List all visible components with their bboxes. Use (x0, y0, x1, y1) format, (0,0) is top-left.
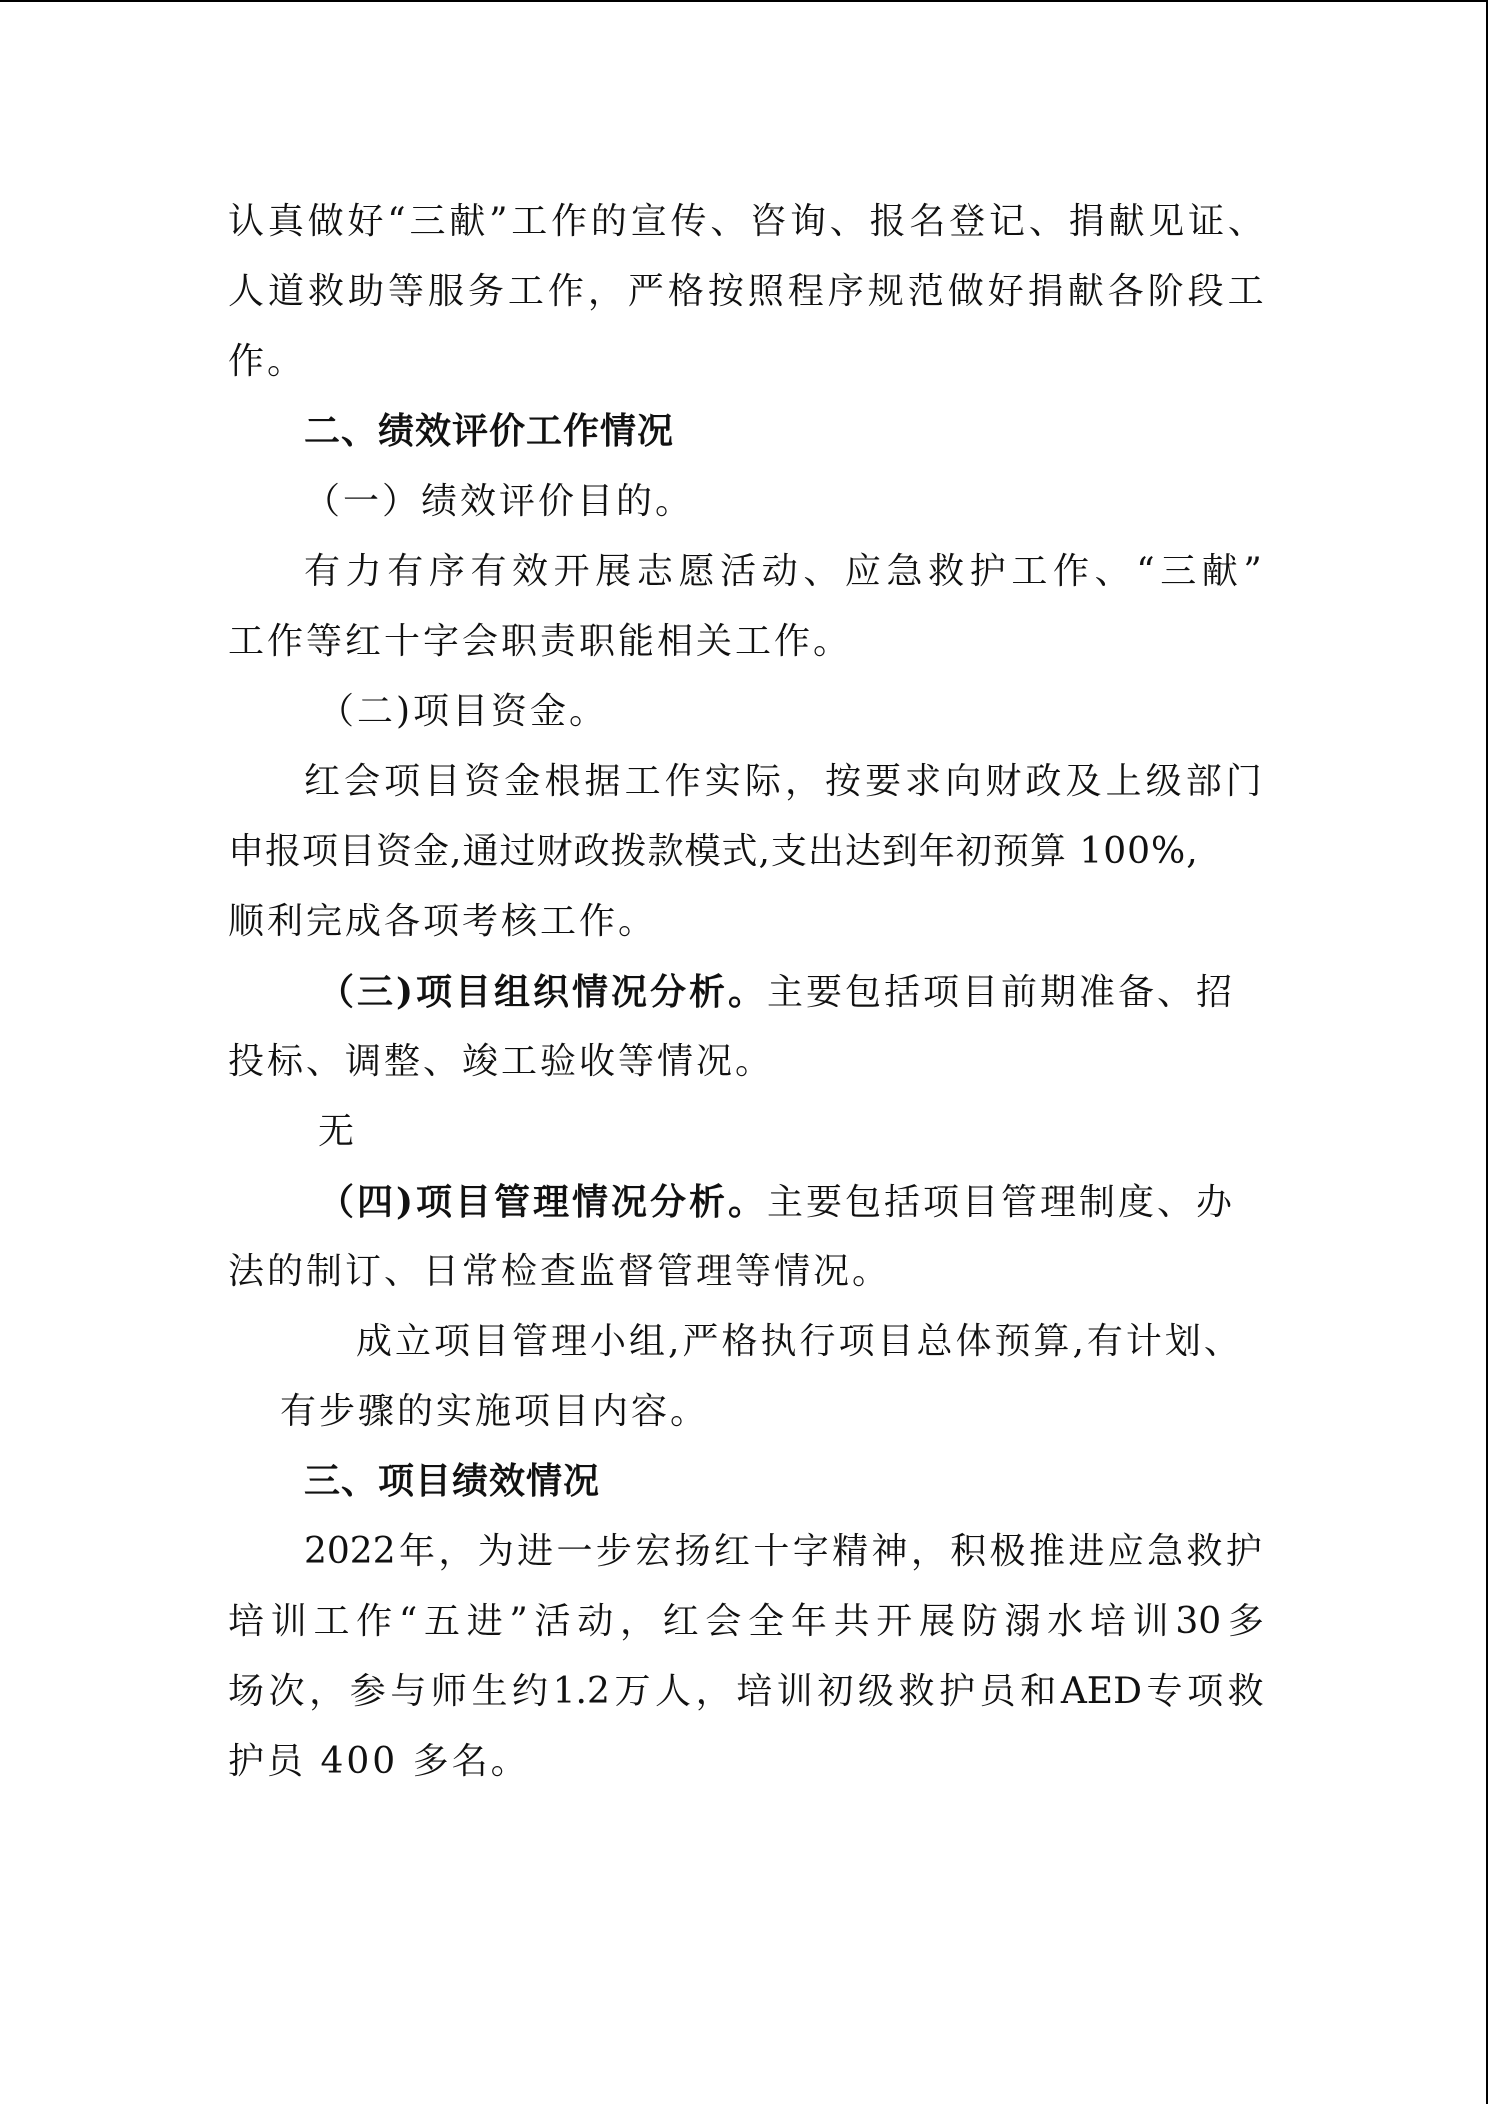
glyph: 上 (1105, 761, 1142, 802)
glyph: 要 (865, 761, 902, 802)
subsection-line (318, 968, 1235, 1017)
glyph: 开 (876, 1601, 913, 1642)
glyph: 作 (1052, 551, 1089, 592)
glyph: 宏 (635, 1531, 672, 1572)
glyph: 红 (662, 1601, 699, 1642)
subsection-description: 主要包括项目管理制度、办 (767, 1182, 1236, 1223)
glyph: 、 (829, 201, 866, 242)
glyph: 场 (228, 1671, 265, 1712)
glyph: 捐 (1027, 271, 1064, 312)
glyph: 宣 (630, 201, 667, 242)
glyph: 认 (228, 201, 265, 242)
glyph: 际 (744, 761, 781, 802)
glyph: 救 (898, 1671, 935, 1712)
glyph: 工 (624, 761, 661, 802)
glyph: 级 (1145, 761, 1182, 802)
glyph: 训 (270, 1601, 307, 1642)
glyph: 登 (949, 201, 986, 242)
glyph: 培 (1089, 1601, 1126, 1642)
glyph: 的 (590, 201, 627, 242)
glyph: 共 (833, 1601, 870, 1642)
glyph: 各 (1107, 271, 1144, 312)
glyph: 一 (556, 1531, 593, 1572)
glyph: 献 (449, 201, 486, 242)
glyph: 献 (1067, 271, 1104, 312)
glyph: 证 (1188, 201, 1225, 242)
glyph: 按 (707, 271, 744, 312)
body-line (228, 1598, 1264, 1646)
glyph: 财 (985, 761, 1022, 802)
glyph: 员 (979, 1671, 1016, 1712)
glyph: “ (387, 201, 406, 242)
glyph: 次 (268, 1671, 305, 1712)
glyph: 步 (595, 1531, 632, 1572)
glyph: 多 (1227, 1601, 1264, 1642)
glyph: 段 (1187, 271, 1224, 312)
glyph: 道 (267, 271, 304, 312)
glyph: AED (1060, 1671, 1142, 1712)
glyph: 动 (577, 1601, 614, 1642)
glyph: 救 (307, 271, 344, 312)
glyph: 初 (817, 1671, 854, 1712)
glyph: 工 (507, 271, 544, 312)
glyph: 范 (907, 271, 944, 312)
glyph: 目 (424, 761, 461, 802)
glyph: 红 (713, 1531, 750, 1572)
glyph: 照 (747, 271, 784, 312)
section-heading: 三、项目绩效情况 (304, 1461, 601, 1502)
glyph: 动 (761, 551, 798, 592)
glyph: ， (438, 1531, 475, 1572)
glyph: 、 (1227, 201, 1264, 242)
glyph: 好 (347, 201, 384, 242)
glyph: ， (309, 1671, 346, 1712)
glyph: 三 (409, 201, 446, 242)
glyph: 训 (1132, 1601, 1169, 1642)
glyph: 救 (928, 551, 965, 592)
glyph: 记 (989, 201, 1026, 242)
glyph: ， (784, 761, 821, 802)
glyph: 工 (313, 1601, 350, 1642)
glyph: 会 (705, 1601, 742, 1642)
glyph: 据 (584, 761, 621, 802)
glyph: 、 (1028, 201, 1065, 242)
glyph: 献 (1108, 201, 1145, 242)
glyph: 活 (720, 551, 757, 592)
glyph: 培 (228, 1601, 265, 1642)
glyph: 积 (950, 1531, 987, 1572)
glyph: 程 (787, 271, 824, 312)
glyph: 序 (827, 271, 864, 312)
glyph: 工 (1227, 271, 1264, 312)
glyph: 为 (477, 1531, 514, 1572)
page-border-top (0, 0, 1488, 2)
glyph: 名 (909, 201, 946, 242)
body-line: 有步骤的实施项目内容。 (280, 1391, 710, 1432)
glyph: 愿 (678, 551, 715, 592)
glyph: 力 (345, 551, 382, 592)
glyph: 项 (1187, 1671, 1224, 1712)
glyph: ” (1243, 551, 1262, 592)
glyph: 志 (636, 551, 673, 592)
glyph: 十 (753, 1531, 790, 1572)
glyph: ” (509, 1601, 528, 1642)
glyph: 报 (869, 201, 906, 242)
glyph: 年 (790, 1601, 827, 1642)
glyph: 等 (387, 271, 424, 312)
glyph: 1.2 (552, 1671, 610, 1712)
body-line (228, 1668, 1264, 1716)
glyph: 约 (512, 1671, 549, 1712)
body-line: 护员 400 多名。 (228, 1741, 530, 1782)
glyph: 规 (867, 271, 904, 312)
glyph: 实 (704, 761, 741, 802)
section-heading: 二、绩效评价工作情况 (304, 411, 675, 452)
glyph: 工 (511, 201, 548, 242)
glyph: 三 (1160, 551, 1197, 592)
glyph: 金 (504, 761, 541, 802)
glyph: ” (489, 201, 508, 242)
glyph: 防 (961, 1601, 998, 1642)
glyph: 训 (776, 1671, 813, 1712)
glyph: 进 (466, 1601, 503, 1642)
glyph: 应 (844, 551, 881, 592)
body-line: 成立项目管理小组,严格执行项目总体预算,有计划、 (356, 1321, 1243, 1362)
body-line (228, 198, 1264, 246)
glyph: 部 (1185, 761, 1222, 802)
glyph: 溺 (1004, 1601, 1041, 1642)
glyph: 活 (534, 1601, 571, 1642)
glyph: 求 (905, 761, 942, 802)
glyph: ， (695, 1671, 732, 1712)
glyph: ， (587, 271, 624, 312)
glyph: 红 (304, 761, 341, 802)
glyph: ， (619, 1601, 656, 1642)
body-line: 法的制订、日常检查监督管理等情况。 (228, 1251, 892, 1292)
glyph: 服 (427, 271, 464, 312)
body-line (304, 1528, 1262, 1576)
glyph: 急 (1147, 1531, 1184, 1572)
glyph: 培 (736, 1671, 773, 1712)
glyph: “ (398, 1601, 418, 1642)
glyph: 资 (464, 761, 501, 802)
glyph: 进 (517, 1531, 554, 1572)
body-line: 作。 (228, 341, 307, 382)
glyph: 献 (1201, 551, 1238, 592)
glyph: 项 (384, 761, 421, 802)
glyph: 咨 (750, 201, 787, 242)
glyph: 护 (969, 551, 1006, 592)
glyph: 参 (349, 1671, 386, 1712)
glyph: 人 (655, 1671, 692, 1712)
glyph: 2022 (304, 1531, 396, 1572)
glyph: 会 (344, 761, 381, 802)
glyph: 与 (390, 1671, 427, 1712)
glyph: 传 (670, 201, 707, 242)
body-line: 顺利完成各项考核工作。 (228, 901, 658, 942)
glyph: 按 (825, 761, 862, 802)
body-line: 投标、调整、竣工验收等情况。 (228, 1041, 775, 1082)
glyph: 专 (1146, 1671, 1183, 1712)
glyph: 五 (423, 1601, 460, 1642)
glyph: 师 (430, 1671, 467, 1712)
glyph: 有 (387, 551, 424, 592)
glyph: “ (1136, 551, 1155, 592)
body-line (228, 268, 1264, 316)
glyph: 极 (989, 1531, 1026, 1572)
glyph: 级 (857, 1671, 894, 1712)
subsection-heading: （四)项目管理情况分析。 (318, 1181, 768, 1223)
glyph: 救 (1186, 1531, 1223, 1572)
glyph: 有 (470, 551, 507, 592)
glyph: 推 (1028, 1531, 1065, 1572)
glyph: 万 (614, 1671, 651, 1712)
glyph: 开 (553, 551, 590, 592)
glyph: 捐 (1068, 201, 1105, 242)
glyph: 序 (428, 551, 465, 592)
glyph: 有 (304, 551, 341, 592)
glyph: 阶 (1147, 271, 1184, 312)
glyph: 向 (945, 761, 982, 802)
glyph: 进 (1068, 1531, 1105, 1572)
glyph: 应 (1107, 1531, 1144, 1572)
glyph: 门 (1225, 761, 1262, 802)
glyph: 展 (595, 551, 632, 592)
glyph: 做 (947, 271, 984, 312)
glyph: 展 (919, 1601, 956, 1642)
glyph: 人 (228, 271, 265, 312)
glyph: 全 (748, 1601, 785, 1642)
glyph: 神 (871, 1531, 908, 1572)
glyph: 助 (347, 271, 384, 312)
glyph: 政 (1025, 761, 1062, 802)
glyph: 、 (710, 201, 747, 242)
glyph: 作 (547, 271, 584, 312)
body-line (304, 548, 1262, 596)
glyph: 作 (664, 761, 701, 802)
glyph: 水 (1047, 1601, 1084, 1642)
glyph: 精 (832, 1531, 869, 1572)
glyph: 工 (1011, 551, 1048, 592)
glyph: 护 (1225, 1531, 1262, 1572)
body-line (304, 758, 1262, 806)
glyph: 和 (1020, 1671, 1057, 1712)
glyph: 好 (987, 271, 1024, 312)
glyph: 30 (1175, 1601, 1222, 1642)
glyph: 务 (467, 271, 504, 312)
subsection-heading: （二)项目资金。 (318, 691, 609, 732)
glyph: 护 (939, 1671, 976, 1712)
subsection-heading: （三)项目组织情况分析。 (318, 971, 768, 1013)
subsection-heading: （一）绩效评价目的。 (304, 481, 695, 522)
glyph: 、 (1094, 551, 1131, 592)
glyph: 、 (803, 551, 840, 592)
glyph: 作 (551, 201, 588, 242)
glyph: 真 (267, 201, 304, 242)
subsection-description: 主要包括项目前期准备、招 (767, 972, 1236, 1013)
glyph: 格 (667, 271, 704, 312)
glyph: 根 (544, 761, 581, 802)
glyph: 生 (471, 1671, 508, 1712)
glyph: 救 (1227, 1671, 1264, 1712)
glyph: ， (910, 1531, 947, 1572)
glyph: 做 (307, 201, 344, 242)
glyph: 扬 (674, 1531, 711, 1572)
glyph: 急 (886, 551, 923, 592)
body-line: 无 (318, 1111, 358, 1152)
glyph: 作 (356, 1601, 393, 1642)
glyph: 严 (627, 271, 664, 312)
glyph: 字 (792, 1531, 829, 1572)
glyph: 及 (1065, 761, 1102, 802)
body-line: 工作等红十字会职责职能相关工作。 (228, 621, 853, 662)
body-line: 申报项目资金,通过财政拨款模式,支出达到年初预算 100%, (228, 831, 1199, 872)
glyph: 年 (398, 1531, 435, 1572)
glyph: 询 (789, 201, 826, 242)
glyph: 效 (512, 551, 549, 592)
glyph: 见 (1148, 201, 1185, 242)
subsection-line (318, 1178, 1235, 1227)
